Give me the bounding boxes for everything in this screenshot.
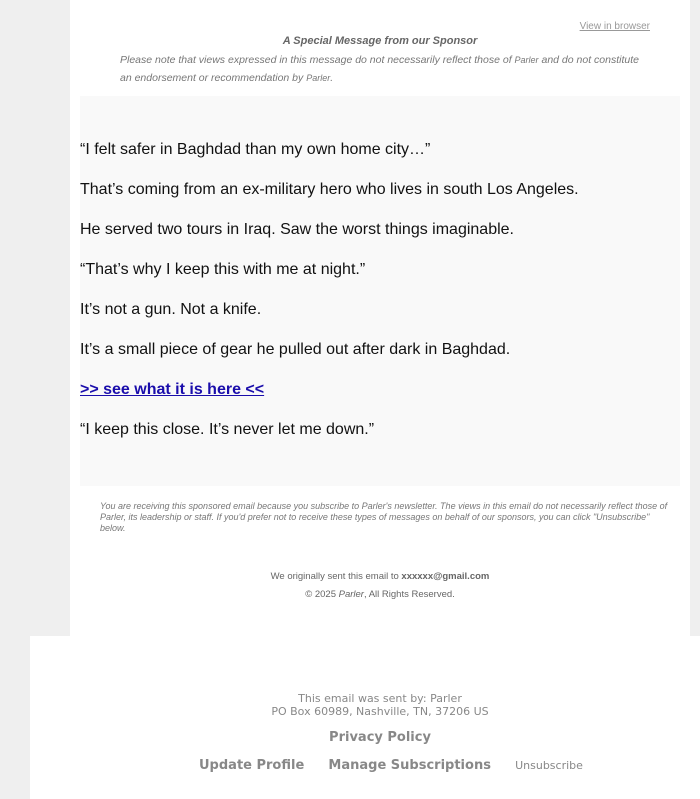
copyright-text: , All Rights Reserved. bbox=[363, 589, 455, 600]
footer bbox=[30, 636, 700, 799]
body-closing: “I keep this close. It’s never let me down.” bbox=[80, 421, 375, 438]
sponsor-title: A Special Message from our Sponsor bbox=[282, 35, 478, 47]
copyright bbox=[70, 589, 690, 600]
view-in-browser-link[interactable]: View in browser bbox=[579, 21, 650, 32]
update-profile-link[interactable]: Update Profile bbox=[199, 758, 305, 773]
body-line: It’s a small piece of gear he pulled out after dark in Baghdad. bbox=[80, 341, 511, 358]
recipient-email: xxxxxx@gmail.com bbox=[401, 571, 490, 582]
note-brand: Parler bbox=[306, 73, 331, 83]
note-text: . bbox=[330, 72, 334, 84]
body-line: “I felt safer in Baghdad than my own home city…” bbox=[80, 141, 431, 158]
sponsor-note bbox=[120, 51, 640, 87]
privacy-policy-link[interactable]: Privacy Policy bbox=[329, 730, 431, 745]
body-line: “That’s why I keep this with me at night.” bbox=[80, 261, 366, 278]
note-brand: Parler bbox=[514, 55, 539, 65]
sent-by: This email was sent by: Parler bbox=[298, 692, 462, 705]
copyright-text: © 2025 bbox=[305, 589, 339, 600]
note-text: Please note that views expressed in this message do not necessarily reflect those of bbox=[120, 54, 515, 66]
sent-to-label: We originally sent this email to bbox=[270, 571, 402, 582]
copyright-brand: Parler bbox=[338, 589, 364, 600]
email-panel bbox=[70, 0, 690, 636]
body-line: It’s not a gun. Not a knife. bbox=[80, 301, 262, 318]
note-text: and do not constitute an endorsement or recommendation by bbox=[120, 54, 639, 84]
unsubscribe-link[interactable]: Unsubscribe bbox=[515, 759, 583, 772]
sent-to-line bbox=[70, 571, 690, 582]
body-line: That’s coming from an ex-military hero who lives in south Los Angeles. bbox=[80, 181, 579, 198]
sender-info bbox=[30, 692, 700, 718]
disclaimer-text: You are receiving this sponsored email because you subscribe to Parler's newsletter. The views in this email do not necessarily reflect those of Parler, its leadership or staff. If you'd prefer not to receive these types of messages on behalf of our sponsors, you can click "Unsubscribe" below. bbox=[100, 501, 668, 533]
body-line: He served two tours in Iraq. Saw the worst things imaginable. bbox=[80, 221, 514, 238]
see-what-link[interactable]: >> see what it is here << bbox=[80, 381, 265, 398]
manage-subscriptions-link[interactable]: Manage Subscriptions bbox=[328, 758, 491, 773]
message-content bbox=[80, 96, 680, 486]
address: PO Box 60989, Nashville, TN, 37206 US bbox=[271, 705, 489, 718]
